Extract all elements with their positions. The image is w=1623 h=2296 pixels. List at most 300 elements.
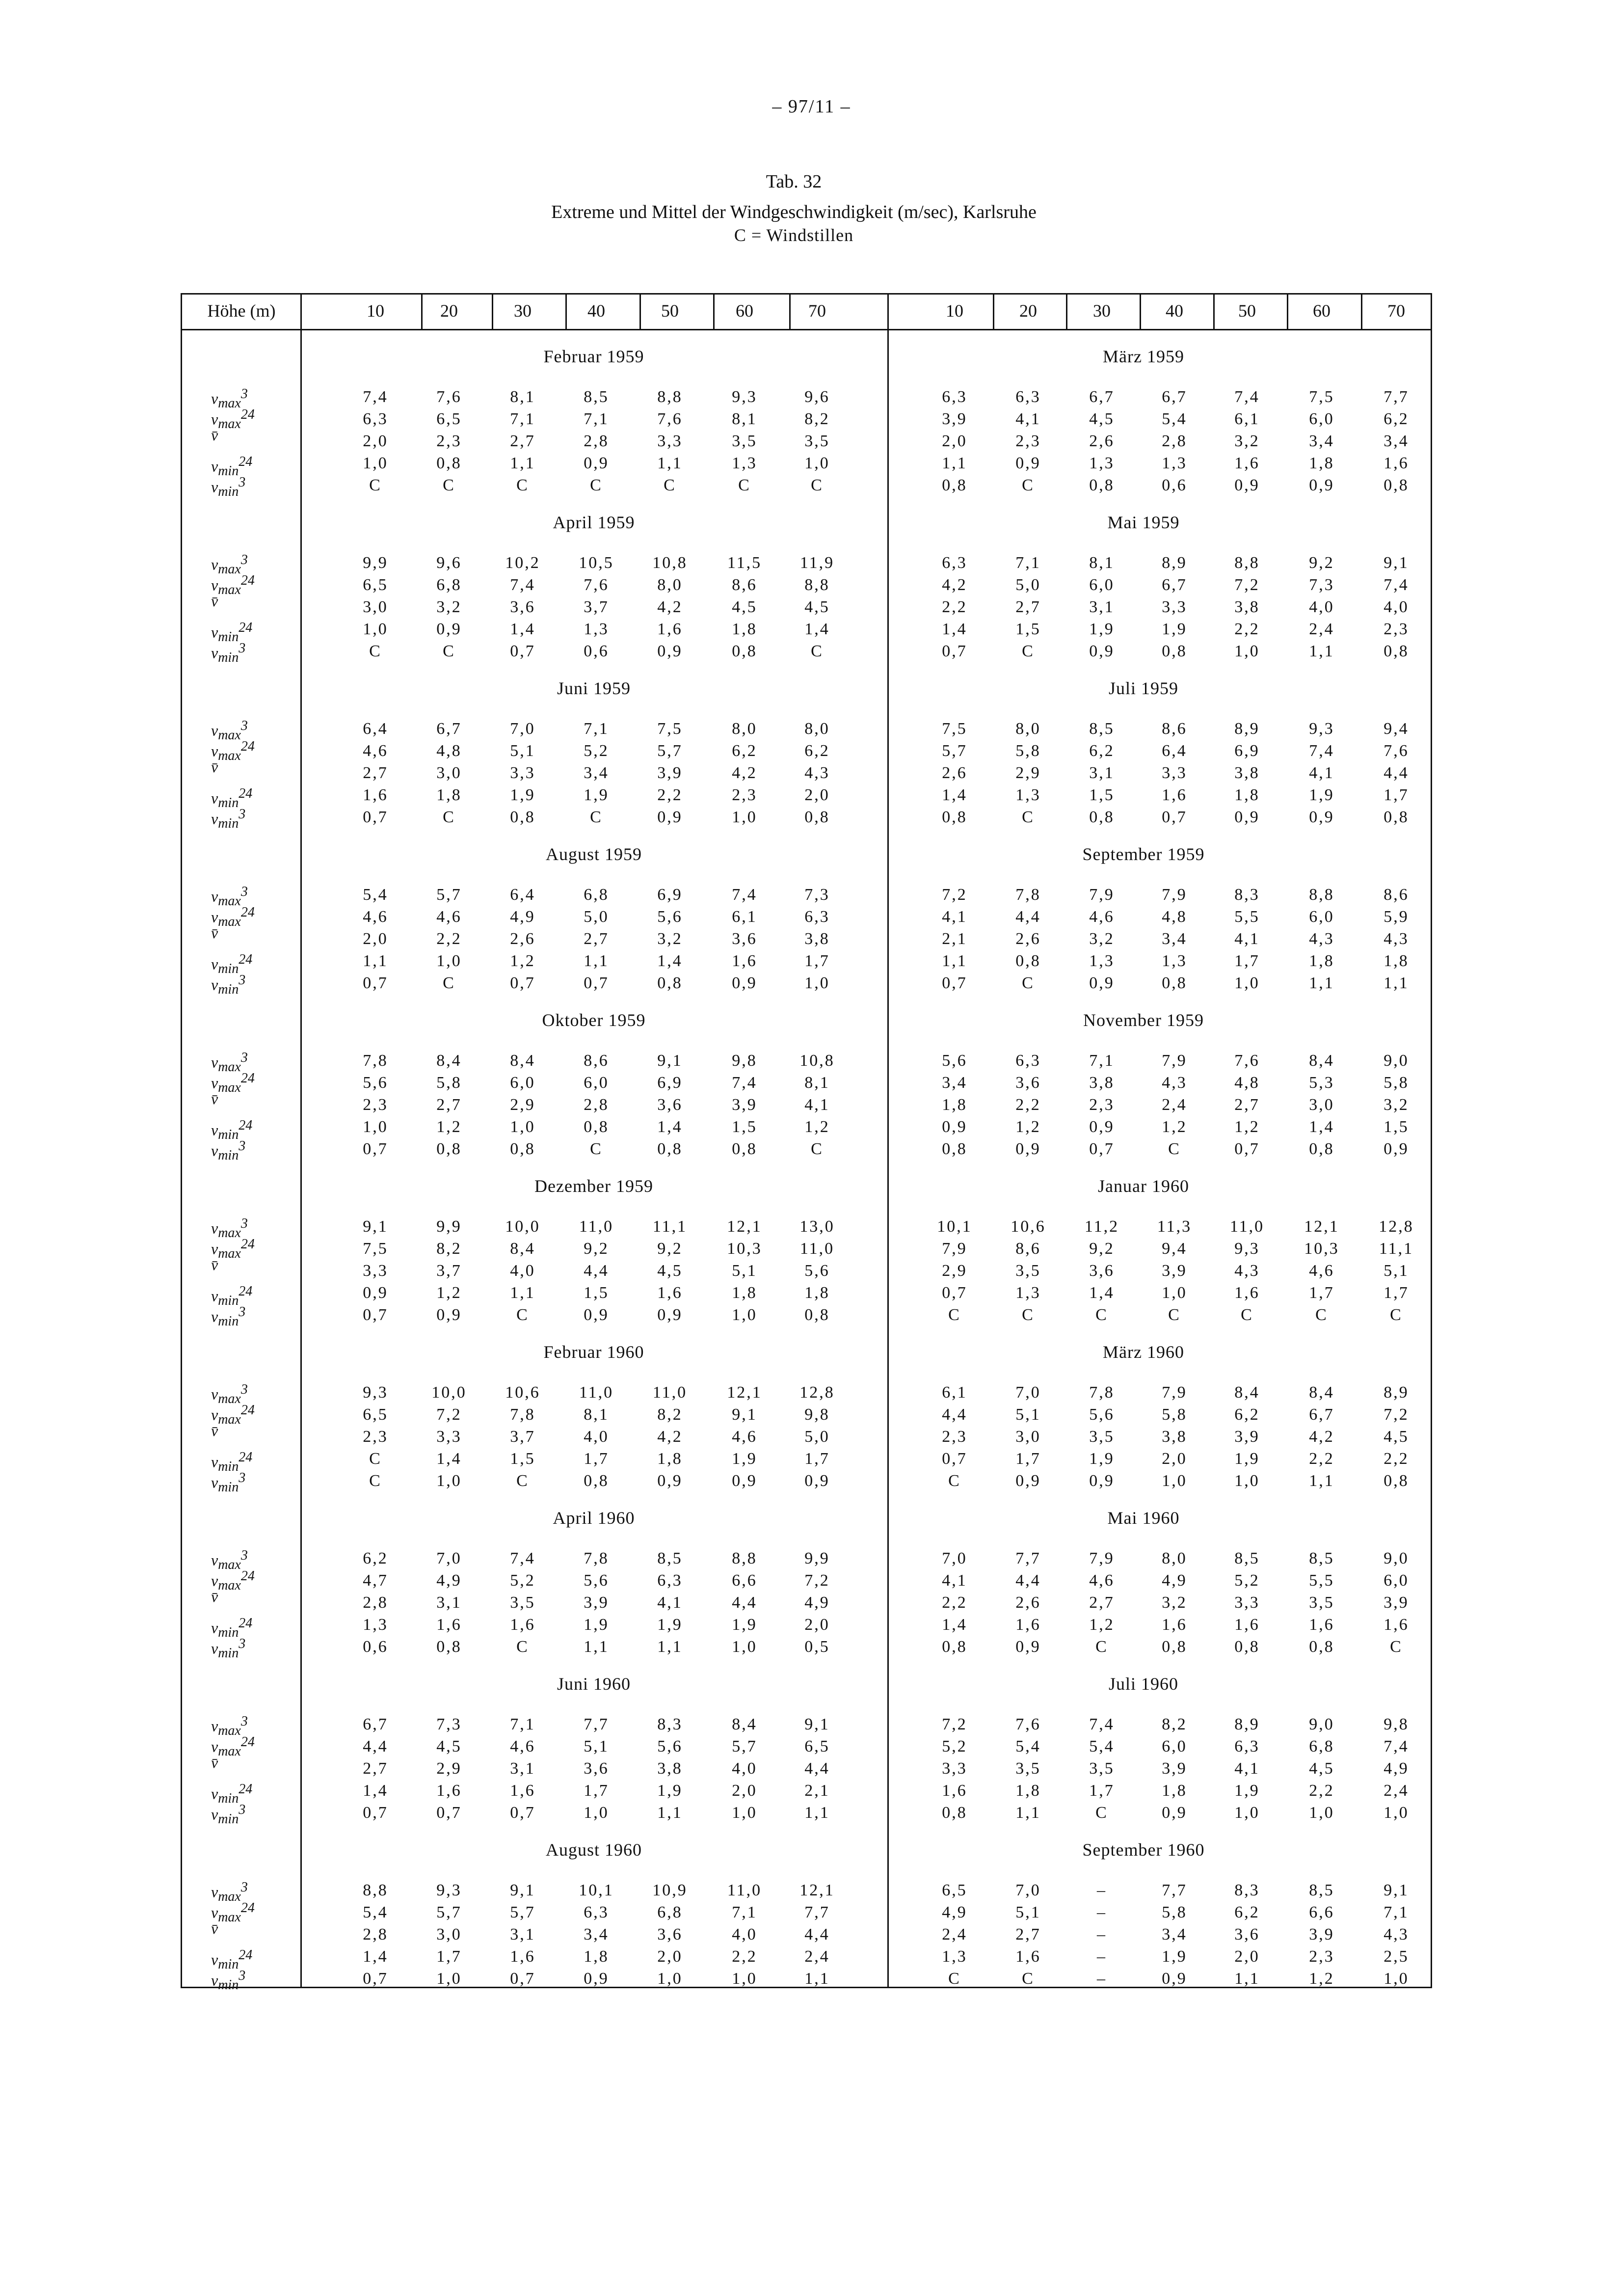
table-cell: 10,0: [431, 1383, 467, 1402]
table-cell: 4,9: [510, 908, 535, 926]
table-cell: 3,1: [510, 1759, 535, 1778]
table-cell: 1,7: [804, 1450, 830, 1468]
table-cell: 3,2: [1089, 930, 1115, 948]
table-cell: 8,0: [657, 576, 683, 594]
header-column-divider: [1287, 293, 1288, 330]
table-cell: 0,5: [804, 1638, 830, 1656]
table-cell: 3,6: [657, 1925, 683, 1944]
table-cell: 0,8: [1234, 1638, 1260, 1656]
table-cell: 5,7: [510, 1903, 535, 1921]
height-header-right-30: 30: [1093, 301, 1111, 321]
table-cell: 8,4: [1309, 1052, 1334, 1070]
table-cell: 6,5: [436, 410, 462, 428]
table-cell: 1,7: [584, 1450, 609, 1468]
table-cell: 3,4: [1309, 432, 1334, 450]
table-cell: 0,8: [1162, 642, 1187, 660]
table-cell: 2,8: [363, 1925, 388, 1944]
month-title-right: September 1960: [1082, 1840, 1205, 1860]
table-cell: 2,0: [363, 432, 388, 450]
table-cell: 4,1: [804, 1096, 830, 1114]
table-cell: 2,2: [1234, 620, 1260, 638]
table-cell: 2,5: [1384, 1947, 1409, 1966]
table-cell: 4,6: [1089, 908, 1115, 926]
table-cell: 6,1: [942, 1383, 967, 1402]
table-cell: 3,5: [1015, 1262, 1041, 1280]
table-cell: 9,2: [1309, 554, 1334, 572]
table-cell: 0,9: [804, 1472, 830, 1490]
table-cell: 0,9: [1015, 454, 1041, 472]
table-cell: 1,6: [510, 1947, 535, 1966]
table-cell: 1,4: [942, 620, 967, 638]
table-cell: 10,5: [579, 554, 614, 572]
table-cell: 8,8: [1234, 554, 1260, 572]
table-cell: 1,0: [1162, 1472, 1187, 1490]
table-cell: 7,4: [1384, 576, 1409, 594]
table-cell: 11,1: [652, 1217, 688, 1236]
table-cell: 4,8: [436, 742, 462, 760]
table-cell: 4,6: [732, 1428, 757, 1446]
table-cell: 5,6: [657, 1737, 683, 1756]
table-cell: 13,0: [799, 1217, 835, 1236]
table-cell: 3,8: [1234, 764, 1260, 782]
table-cell: 1,8: [1015, 1782, 1041, 1800]
row-label: $v_{max}^3$: [211, 1216, 248, 1241]
table-cell: 6,0: [584, 1074, 609, 1092]
table-cell: 1,6: [510, 1782, 535, 1800]
table-cell: 1,0: [732, 1306, 757, 1324]
table-cell: 4,5: [657, 1262, 683, 1280]
table-cell: 4,8: [1162, 908, 1187, 926]
table-cell: 1,0: [1162, 1284, 1187, 1302]
table-cell: 4,5: [804, 598, 830, 616]
table-cell: 2,2: [1309, 1782, 1334, 1800]
row-label: $v_{max}^3$: [211, 884, 248, 909]
table-cell: 4,2: [1309, 1428, 1334, 1446]
table-cell: 4,0: [1384, 598, 1409, 616]
table-cell: 6,7: [1089, 388, 1115, 406]
row-label: v̄: [211, 1919, 218, 1937]
table-cell: 3,9: [1309, 1925, 1334, 1944]
table-cell: 2,2: [732, 1947, 757, 1966]
row-label: v̄: [211, 1256, 218, 1273]
table-cell: 1,5: [1015, 620, 1041, 638]
table-cell: 11,3: [1157, 1217, 1192, 1236]
table-cell: C: [1390, 1306, 1403, 1324]
table-cell: 7,0: [1015, 1383, 1041, 1402]
table-cell: 2,9: [942, 1262, 967, 1280]
table-cell: 0,8: [804, 1306, 830, 1324]
table-cell: 0,9: [1089, 974, 1115, 992]
table-cell: 0,9: [657, 1472, 683, 1490]
table-cell: 5,1: [510, 742, 535, 760]
table-cell: 0,7: [584, 974, 609, 992]
table-cell: 4,2: [942, 576, 967, 594]
table-cell: 3,5: [732, 432, 757, 450]
table-cell: 5,7: [436, 1903, 462, 1921]
table-cell: 3,4: [584, 1925, 609, 1944]
table-cell: 2,0: [657, 1947, 683, 1966]
table-cell: 1,4: [804, 620, 830, 638]
table-cell: 2,0: [804, 1616, 830, 1634]
table-cell: 3,4: [1162, 1925, 1187, 1944]
table-cell: 7,5: [363, 1240, 388, 1258]
table-cell: 5,6: [942, 1052, 967, 1070]
table-cell: 4,0: [732, 1759, 757, 1778]
table-cell: 7,7: [1384, 388, 1409, 406]
table-cell: 1,9: [1089, 620, 1115, 638]
table-cell: 6,3: [584, 1903, 609, 1921]
table-cell: 4,1: [942, 908, 967, 926]
table-cell: 0,7: [510, 1970, 535, 1988]
table-cell: 5,2: [942, 1737, 967, 1756]
table-cell: 1,7: [1015, 1450, 1041, 1468]
table-cell: 0,7: [942, 974, 967, 992]
table-cell: 8,2: [804, 410, 830, 428]
table-cell: 5,0: [1015, 576, 1041, 594]
table-cell: 8,1: [804, 1074, 830, 1092]
table-cell: 1,1: [510, 1284, 535, 1302]
table-cell: 4,1: [1309, 764, 1334, 782]
table-cell: 12,8: [799, 1383, 835, 1402]
table-cell: 6,2: [1234, 1903, 1260, 1921]
height-header: Höhe (m): [207, 301, 276, 321]
month-title-left: August 1960: [545, 1840, 642, 1860]
table-cell: 1,6: [732, 952, 757, 970]
table-cell: 12,1: [727, 1383, 762, 1402]
table-cell: 2,4: [804, 1947, 830, 1966]
table-cell: 0,7: [1234, 1140, 1260, 1158]
table-cell: 8,3: [1234, 886, 1260, 904]
table-cell: 8,4: [1309, 1383, 1334, 1402]
table-cell: 1,2: [1089, 1616, 1115, 1634]
table-cell: 8,4: [510, 1240, 535, 1258]
table-cell: 1,7: [1384, 786, 1409, 804]
table-cell: 1,0: [732, 1804, 757, 1822]
table-cell: 0,8: [510, 808, 535, 826]
table-cell: 1,2: [436, 1284, 462, 1302]
table-cell: 7,5: [1309, 388, 1334, 406]
table-cell: 3,3: [1162, 764, 1187, 782]
table-cell: 0,8: [1089, 476, 1115, 494]
table-cell: 7,3: [1309, 576, 1334, 594]
table-cell: 0,9: [1384, 1140, 1409, 1158]
table-cell: 0,8: [657, 974, 683, 992]
table-cell: 7,8: [584, 1549, 609, 1567]
table-cell: 0,7: [363, 1306, 388, 1324]
table-cell: 0,9: [657, 642, 683, 660]
table-cell: 4,4: [584, 1262, 609, 1280]
table-cell: 3,8: [1162, 1428, 1187, 1446]
table-cell: 2,7: [363, 1759, 388, 1778]
table-cell: 6,7: [436, 720, 462, 738]
row-label: $v_{min}^{24}$: [211, 1284, 253, 1309]
month-title-right: November 1959: [1083, 1010, 1204, 1030]
table-cell: C: [1095, 1638, 1108, 1656]
table-cell: 3,6: [584, 1759, 609, 1778]
table-cell: 1,0: [363, 1118, 388, 1136]
table-cell: 2,3: [436, 432, 462, 450]
table-cell: 1,6: [1384, 1616, 1409, 1634]
table-cell: C: [369, 642, 382, 660]
month-title-right: September 1959: [1082, 844, 1205, 864]
table-cell: 0,9: [657, 1306, 683, 1324]
height-header-right-50: 50: [1238, 301, 1256, 321]
table-cell: 1,6: [1015, 1947, 1041, 1966]
table-cell: 8,4: [510, 1052, 535, 1070]
table-cell: 0,7: [1162, 808, 1187, 826]
table-cell: 1,6: [1234, 1616, 1260, 1634]
table-cell: 8,3: [1234, 1881, 1260, 1899]
table-cell: 0,7: [436, 1804, 462, 1822]
table-cell: 3,6: [510, 598, 535, 616]
table-cell: 0,9: [1162, 1804, 1187, 1822]
row-label: $v_{min}^{24}$: [211, 1616, 253, 1641]
table-cell: 0,8: [1162, 974, 1187, 992]
table-cell: 0,9: [436, 1306, 462, 1324]
table-cell: 1,8: [732, 620, 757, 638]
table-cell: 6,3: [942, 554, 967, 572]
table-cell: 8,3: [657, 1715, 683, 1733]
table-cell: 7,7: [804, 1903, 830, 1921]
table-cell: 5,7: [436, 886, 462, 904]
table-cell: 8,9: [1384, 1383, 1409, 1402]
table-cell: 1,6: [1234, 1284, 1260, 1302]
table-cell: 9,3: [436, 1881, 462, 1899]
table-cell: 1,6: [1162, 786, 1187, 804]
table-cell: 5,2: [510, 1571, 535, 1590]
table-cell: 2,4: [942, 1925, 967, 1944]
table-cell: C: [1022, 808, 1035, 826]
table-cell: 4,6: [1309, 1262, 1334, 1280]
table-cell: 3,2: [1162, 1594, 1187, 1612]
table-cell: 10,8: [652, 554, 688, 572]
table-cell: 3,1: [436, 1594, 462, 1612]
table-cell: 3,2: [1384, 1096, 1409, 1114]
row-label: v̄: [211, 924, 218, 942]
table-cell: 1,7: [584, 1782, 609, 1800]
table-cell: 9,9: [436, 1217, 462, 1236]
table-cell: 4,5: [732, 598, 757, 616]
table-cell: C: [738, 476, 751, 494]
table-cell: 5,0: [804, 1428, 830, 1446]
table-cell: 1,0: [732, 808, 757, 826]
table-cell: 3,5: [804, 432, 830, 450]
table-cell: 11,0: [579, 1217, 614, 1236]
table-cell: 1,9: [584, 1616, 609, 1634]
table-cell: 1,9: [732, 1616, 757, 1634]
table-cell: 0,9: [363, 1284, 388, 1302]
table-cell: 1,8: [942, 1096, 967, 1114]
table-cell: 1,0: [657, 1970, 683, 1988]
table-cell: 2,0: [942, 432, 967, 450]
table-cell: 6,8: [1309, 1737, 1334, 1756]
table-cell: 1,0: [436, 1970, 462, 1988]
table-cell: 3,2: [657, 930, 683, 948]
row-label: $v_{min}^3$: [211, 807, 246, 832]
table-cell: 2,3: [363, 1428, 388, 1446]
table-cell: 7,2: [436, 1405, 462, 1424]
table-cell: 1,6: [436, 1616, 462, 1634]
table-cell: 4,9: [1384, 1759, 1409, 1778]
table-cell: 1,1: [584, 1638, 609, 1656]
table-cell: C: [811, 642, 824, 660]
table-cell: C: [1095, 1804, 1108, 1822]
table-cell: 6,7: [1309, 1405, 1334, 1424]
row-label: $v_{min}^3$: [211, 1470, 246, 1495]
table-cell: 6,3: [1015, 388, 1041, 406]
table-cell: 5,1: [732, 1262, 757, 1280]
table-cell: 1,3: [1015, 786, 1041, 804]
table-cell: 4,1: [942, 1571, 967, 1590]
table-cell: 5,8: [1384, 1074, 1409, 1092]
table-cell: 5,4: [1015, 1737, 1041, 1756]
table-cell: 1,1: [1309, 974, 1334, 992]
table-cell: 5,3: [1309, 1074, 1334, 1092]
table-cell: 12,1: [727, 1217, 762, 1236]
table-cell: 6,3: [942, 388, 967, 406]
table-cell: 12,8: [1379, 1217, 1414, 1236]
table-cell: 8,5: [1309, 1881, 1334, 1899]
row-label: $v_{max}^3$: [211, 386, 248, 411]
table-cell: 4,5: [1089, 410, 1115, 428]
table-cell: 6,5: [363, 576, 388, 594]
table-cell: 9,1: [1384, 554, 1409, 572]
table-cell: 7,1: [732, 1903, 757, 1921]
table-cell: 1,3: [1162, 454, 1187, 472]
table-cell: 0,8: [1309, 1140, 1334, 1158]
table-cell: 1,0: [1384, 1804, 1409, 1822]
header-column-divider: [1213, 293, 1215, 330]
header-column-divider: [1066, 293, 1067, 330]
table-cell: 0,8: [1015, 952, 1041, 970]
table-cell: 1,1: [1234, 1970, 1260, 1988]
table-cell: 7,1: [1089, 1052, 1115, 1070]
row-label: $v_{max}^{24}$: [211, 1734, 255, 1759]
table-cell: 5,8: [1015, 742, 1041, 760]
height-header-right-20: 20: [1019, 301, 1037, 321]
table-cell: 5,8: [436, 1074, 462, 1092]
table-cell: 4,1: [657, 1594, 683, 1612]
table-cell: 10,6: [1011, 1217, 1046, 1236]
table-cell: 0,9: [584, 454, 609, 472]
table-cell: C: [1022, 476, 1035, 494]
table-cell: 0,8: [657, 1140, 683, 1158]
table-cell: 2,6: [1015, 930, 1041, 948]
table-cell: 9,2: [1089, 1240, 1115, 1258]
table-cell: 1,9: [510, 786, 535, 804]
table-cell: 3,3: [1234, 1594, 1260, 1612]
table-cell: 6,6: [1309, 1903, 1334, 1921]
table-cell: 8,8: [657, 388, 683, 406]
month-title-left: Februar 1959: [543, 347, 644, 366]
row-label: $v_{max}^{24}$: [211, 1071, 255, 1096]
table-cell: 0,9: [1162, 1970, 1187, 1988]
row-label: $v_{max}^3$: [211, 552, 248, 577]
table-cell: 1,9: [657, 1616, 683, 1634]
table-cell: 3,8: [1089, 1074, 1115, 1092]
row-label: v̄: [211, 592, 218, 610]
table-cell: 1,6: [436, 1782, 462, 1800]
table-cell: 11,1: [1379, 1240, 1414, 1258]
table-cell: 0,8: [436, 1638, 462, 1656]
table-cell: 1,1: [942, 952, 967, 970]
table-cell: 5,7: [942, 742, 967, 760]
height-header-left-60: 60: [736, 301, 753, 321]
row-label: v̄: [211, 1090, 218, 1107]
table-cell: 1,7: [1234, 952, 1260, 970]
header-column-divider: [713, 293, 715, 330]
table-cell: 1,9: [1234, 1782, 1260, 1800]
table-cell: 2,0: [732, 1782, 757, 1800]
table-cell: 5,8: [1162, 1405, 1187, 1424]
table-cell: 8,6: [732, 576, 757, 594]
table-cell: 1,8: [804, 1284, 830, 1302]
row-label: $v_{min}^{24}$: [211, 1947, 253, 1972]
table-cell: 7,4: [1089, 1715, 1115, 1733]
table-cell: 6,7: [1162, 388, 1187, 406]
table-cell: C: [1022, 642, 1035, 660]
row-label: $v_{min}^{24}$: [211, 620, 253, 645]
table-cell: 0,7: [510, 642, 535, 660]
header-column-divider: [421, 293, 423, 330]
table-cell: 10,1: [937, 1217, 972, 1236]
table-cell: C: [516, 1638, 529, 1656]
table-cell: 0,7: [510, 1804, 535, 1822]
month-title-left: April 1959: [553, 513, 635, 532]
table-cell: 9,1: [1384, 1881, 1409, 1899]
month-title-right: Juli 1960: [1108, 1674, 1178, 1694]
table-cell: C: [948, 1306, 961, 1324]
table-cell: 0,8: [1162, 1638, 1187, 1656]
table-cell: 4,9: [942, 1903, 967, 1921]
table-cell: 1,4: [1309, 1118, 1334, 1136]
row-label: $v_{min}^3$: [211, 641, 246, 666]
table-cell: 9,1: [363, 1217, 388, 1236]
table-cell: 6,9: [1234, 742, 1260, 760]
table-cell: 4,6: [1089, 1571, 1115, 1590]
table-cell: 7,2: [1234, 576, 1260, 594]
header-column-divider: [789, 293, 791, 330]
table-cell: 7,4: [510, 576, 535, 594]
table-cell: 9,8: [804, 1405, 830, 1424]
row-label: $v_{min}^{24}$: [211, 1118, 253, 1143]
table-cell: 7,7: [1015, 1549, 1041, 1567]
table-cell: 1,9: [1234, 1450, 1260, 1468]
table-cell: 1,4: [942, 786, 967, 804]
month-title-left: Februar 1960: [543, 1342, 644, 1362]
table-cell: 4,4: [732, 1594, 757, 1612]
table-cell: 4,6: [436, 908, 462, 926]
row-label: $v_{max}^3$: [211, 1714, 248, 1739]
table-cell: 0,8: [942, 1140, 967, 1158]
row-label: $v_{min}^{24}$: [211, 454, 253, 479]
table-cell: C: [443, 808, 455, 826]
table-cell: 11,2: [1084, 1217, 1119, 1236]
table-cell: C: [1390, 1638, 1403, 1656]
table-cell: 3,9: [657, 764, 683, 782]
table-cell: 2,7: [1089, 1594, 1115, 1612]
table-cell: 9,8: [732, 1052, 757, 1070]
table-cell: 3,3: [510, 764, 535, 782]
table-cell: 9,2: [657, 1240, 683, 1258]
table-cell: 1,1: [657, 1638, 683, 1656]
table-cell: C: [443, 642, 455, 660]
header-column-divider: [565, 293, 567, 330]
table-cell: C: [443, 476, 455, 494]
table-cell: C: [516, 1306, 529, 1324]
table-cell: 8,9: [1234, 1715, 1260, 1733]
table-cell: 5,0: [584, 908, 609, 926]
